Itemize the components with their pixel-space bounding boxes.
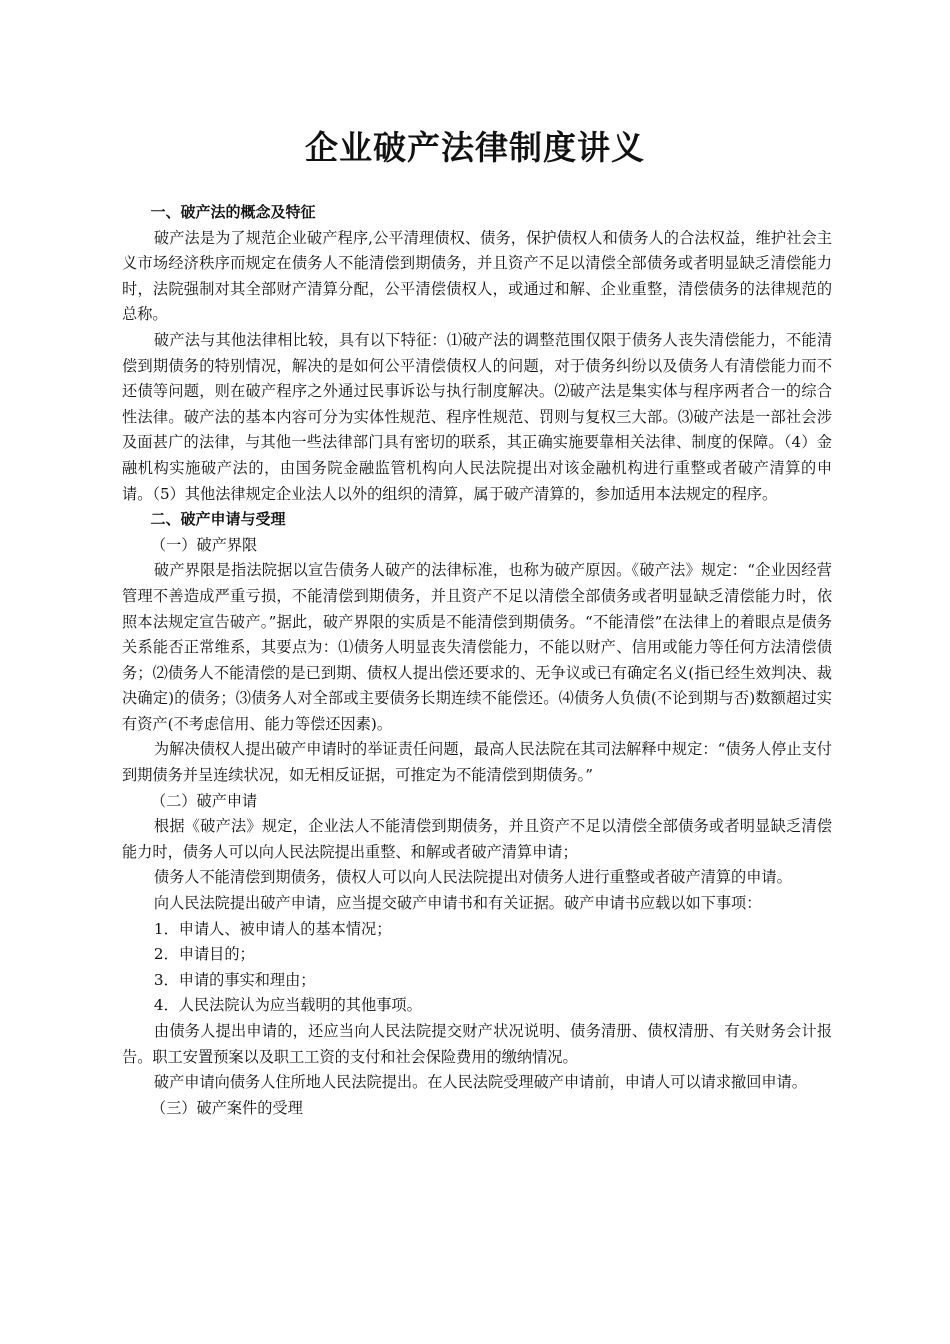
paragraph: 破产法与其他法律相比较，具有以下特征：⑴破产法的调整范围仅限于债务人丧失清偿能力，不能清偿到期债务的特别情况，解决的是如何公平清偿债权人的问题，对于债务纠纷以及债务人有清偿能力而不还债等问题，则在破产程序之外通过民事诉讼与执行制度解决。⑵破产法是集实体与程序两者合一的综合性法律。破产法的基本内容可分为实体性规范、程序性规范、罚则与复权三大部。⑶破产法是一部社会涉及面甚广的法律，与其他一些法律部门具有密切的联系，其正确实施要靠相关法律、制度的保障。（4）金融机构实施破产法的，由国务院金融监管机构向人民法院提出对该金融机构进行重整或者破产清算的申请。（5）其他法律规定企业法人以外的组织的清算，属于破产清算的，参加适用本法规定的程序。: [122, 330, 832, 503]
list-item: 3．申请的事实和理由；: [153, 970, 316, 989]
paragraph: 债务人不能清偿到期债务，债权人可以向人民法院提出对债务人进行重整或者破产清算的申请。: [153, 868, 792, 887]
subsection-heading: （三）破产案件的受理: [150, 1098, 303, 1117]
document-title: 企业破产法律制度讲义: [305, 128, 645, 167]
list-item: 1．申请人、被申请人的基本情况；: [153, 919, 392, 938]
paragraph: 由债务人提出申请的，还应当向人民法院提交财产状况说明、债务清册、债权清册、有关财务会计报告。职工安置预案以及职工工资的支付和社会保险费用的缴纳情况。: [122, 1022, 832, 1066]
subsection-heading: （一）破产界限: [150, 535, 258, 554]
paragraph: 破产界限是指法院据以宣告债务人破产的法律标准，也称为破产原因。《破产法》规定：“企业因经营管理不善造成严重亏损，不能清偿到期债务，并且资产不足以清偿全部债务或者明显缺乏清偿能力时，依照本法规定宣告破产。”据此，破产界限的实质是不能清偿到期债务。“不能清偿”在法律上的着眼点是债务关系能否正常维系，其要点为：⑴债务人明显丧失清偿能力，不能以财产、信用或能力等任何方法清偿债务；⑵债务人不能清偿的是已到期、债权人提出偿还要求的、无争议或已有确定名义(指已经生效判决、裁决确定)的债务；⑶债务人对全部或主要债务长期连续不能偿还。⑷债务人负债(不论到期与否)数额超过实有资产(不考虑信用、能力等偿还因素)。: [122, 561, 832, 733]
paragraph: 为解决债权人提出破产申请时的举证责任问题，最高人民法院在其司法解释中规定：“债务人停止支付到期债务并呈连续状况，如无相反证据，可推定为不能清偿到期债务。”: [122, 740, 832, 785]
document-body: [122, 200, 832, 1121]
list-item: 4．人民法院认为应当载明的其他事项。: [153, 996, 422, 1015]
paragraph: 破产法是为了规范企业破产程序,公平清理债权、债务，保护债权人和债务人的合法权益，维护社会主义市场经济秩序而规定在债务人不能清偿到期债务，并且资产不足以清偿全部债务或者明显缺乏清偿能力时，法院强制对其全部财产清算分配，公平清偿债权人，或通过和解、企业重整，清偿债务的法律规范的总称。: [122, 228, 832, 324]
section-heading: 二、破产申请与受理: [150, 510, 286, 529]
paragraph: 破产申请向债务人住所地人民法院提出。在人民法院受理破产申请前，申请人可以请求撤回申请。: [153, 1073, 807, 1092]
paragraph: 向人民法院提出破产申请，应当提交破产申请书和有关证据。破产申请书应载以如下事项：: [153, 894, 762, 913]
subsection-heading: （二）破产申请: [150, 791, 258, 810]
paragraph: 根据《破产法》规定，企业法人不能清偿到期债务，并且资产不足以清偿全部债务或者明显缺乏清偿能力时，债务人可以向人民法院提出重整、和解或者破产清算申请；: [122, 817, 832, 861]
list-item: 2．申请目的；: [153, 945, 255, 964]
section-heading: 一、破产法的概念及特征: [150, 203, 316, 221]
